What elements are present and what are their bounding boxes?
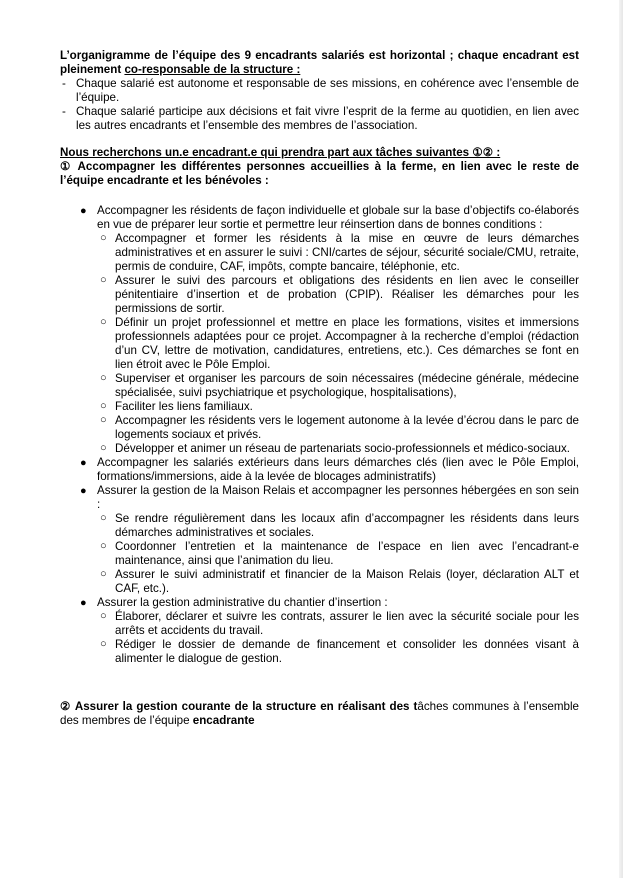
sub-item: ○ Assurer le suivi administratif et financier de la Maison Relais (loyer, déclaration ALT et CAF, etc.). — [100, 568, 579, 595]
intro-paragraph — [60, 49, 579, 77]
sub-item: ○ Rédiger le dossier de demande de financement et consolider les données visant à alimenter le dialogue de gestion. — [100, 638, 579, 665]
section2-paragraph: ② Assurer la gestion courante de la structure en réalisant des tâches communes à l’ensemble des membres de l’équipe encadrante — [60, 700, 579, 727]
mission-item: ● Accompagner les salariés extérieurs dans leurs démarches clés (lien avec le Pôle Emploi, formations/immersions, aide à la levée de blocages administratifs) — [80, 456, 579, 483]
circle-bullet-icon: ○ — [100, 414, 107, 426]
sub-item: ○ Superviser et organiser les parcours de soin nécessaires (médecine générale, médecine spécialisée, suivi psychiatrique et psychologique, hospitalisations), — [100, 372, 579, 399]
bullet-icon: ● — [80, 597, 87, 609]
circle-bullet-icon: ○ — [100, 512, 107, 524]
dash-item: - Chaque salarié est autonome et responsable de ses missions, en cohérence avec l’ensemble de l’équipe. — [60, 77, 579, 105]
recherche-subtitle: ① Accompagner les différentes personnes accueillies à la ferme, en lien avec le reste de l’équipe encadrante et les bénévoles : — [60, 160, 579, 187]
recherche-title: Nous recherchons un.e encadrant.e qui prendra part aux tâches suivantes ①② : — [60, 146, 501, 159]
circle-bullet-icon: ○ — [100, 568, 107, 580]
missions-list — [60, 204, 579, 666]
sub-item: ○ Se rendre régulièrement dans les locaux afin d’accompagner les résidents dans leurs démarches administratives et sociales. — [100, 512, 579, 539]
sub-item: ○ Accompagner et former les résidents à la mise en œuvre de leurs démarches administratives et en assurer le suivi : CNI/cartes de séjour, sécurité sociale/CMU, retraite, permis de conduire, CAF, impôts, compte bancaire, téléphonie, etc. — [100, 232, 579, 273]
circle-bullet-icon: ○ — [100, 274, 107, 286]
page-edge-shadow — [619, 0, 623, 878]
sub-item: ○ Coordonner l’entretien et la maintenance de l’espace en lien avec l’encadrant-e maintenance, ainsi que l’animation du lieu. — [100, 540, 579, 567]
sub-item: ○ Élaborer, déclarer et suivre les contrats, assurer le lien avec la sécurité sociale pour les arrêts et accidents du travail. — [100, 610, 579, 637]
circle-bullet-icon: ○ — [100, 400, 107, 412]
sub-list — [97, 232, 579, 456]
circle-bullet-icon: ○ — [100, 540, 107, 552]
mission-item: ● Assurer la gestion administrative du chantier d’insertion : ○ Élaborer, déclarer et suivre les contrats, assurer le lien avec la sécurité sociale pour les arrêts et accidents du travail. ○ Rédiger le dossier de demande de financement et consolider les données visant à alimenter le dialogue de gestion. — [80, 596, 579, 665]
sub-item: ○ Faciliter les liens familiaux. — [100, 400, 253, 413]
sub-list — [97, 610, 579, 666]
mission-item: ● Accompagner les résidents de façon individuelle et globale sur la base d’objectifs co-élaborés en vue de préparer leur sortie et permettre leur réinsertion dans de bonnes conditions : ○ Accompagner et former les résidents à la mise en œuvre de leurs démarches administratives et en assurer le suivi : CNI/cartes de séjour, sécurité sociale/CMU, retraite, permis de conduire, CAF, impôts, compte bancaire, téléphonie, etc. ○ Assurer le suivi des parcours et obligations des résidents en lien avec le conseiller pénitentiaire d’insertion et de probation (CPIP). Réaliser les démarches pour les permissions de sortir. ○ Définir un projet professionnel et mettre en place les formations, visites et immersions professionnels adaptées pour ce projet. Accompagner à la recherche d’emploi (rédaction d’un CV, lettre de motivation, candidatures, entretiens, etc.). Ces démarches se font en lien étroit avec le Pôle Emploi. ○ Superviser et organiser les parcours de soin nécessaires (médecine générale, médecine spécialisée, suivi psychiatrique et psychologique, hospitalisations), ○ Faciliter les liens familiaux. ○ Accompagner les résidents vers le logement autonome à la levée d’écrou dans le parc de logements sociaux et privés. ○ Développer et animer un réseau de partenariats socio-professionnels et médico-sociaux. — [80, 204, 579, 455]
circle-bullet-icon: ○ — [100, 610, 107, 622]
intro-underlined: co-responsable de la structure : — [124, 63, 301, 76]
sub-item: ○ Développer et animer un réseau de partenariats socio-professionnels et médico-sociaux. — [100, 442, 570, 455]
mission-item: ● Assurer la gestion de la Maison Relais et accompagner les personnes hébergées en son sein : ○ Se rendre régulièrement dans les locaux afin d’accompagner les résidents dans leurs démarches administratives et sociales. ○ Coordonner l’entretien et la maintenance de l’espace en lien avec l’encadrant-e maintenance, ainsi que l’animation du lieu. ○ Assurer le suivi administratif et financier de la Maison Relais (loyer, déclaration ALT et CAF, etc.). — [80, 484, 579, 595]
intro-dash-list — [60, 77, 579, 133]
sub-list — [97, 512, 579, 596]
circle-bullet-icon: ○ — [100, 372, 107, 384]
sub-item: ○ Accompagner les résidents vers le logement autonome à la levée d’écrou dans le parc de logements sociaux et privés. — [100, 414, 579, 441]
intro-line: L’organigramme de l’équipe des 9 encadrants salariés est horizontal ; chaque encadrant est pleinement — [60, 49, 579, 76]
bullet-icon: ● — [80, 457, 87, 469]
circle-bullet-icon: ○ — [100, 232, 107, 244]
circle-bullet-icon: ○ — [100, 442, 107, 454]
sub-item: ○ Définir un projet professionnel et mettre en place les formations, visites et immersions professionnels adaptées pour ce projet. Accompagner à la recherche d’emploi (rédaction d’un CV, lettre de motivation, candidatures, entretiens, etc.). Ces démarches se font en lien étroit avec le Pôle Emploi. — [100, 316, 579, 371]
sub-item: ○ Assurer le suivi des parcours et obligations des résidents en lien avec le conseiller pénitentiaire d’insertion et de probation (CPIP). Réaliser les démarches pour les permissions de sortir. — [100, 274, 579, 315]
bullet-icon: ● — [80, 485, 87, 497]
circle-bullet-icon: ○ — [100, 316, 107, 328]
circle-bullet-icon: ○ — [100, 638, 107, 650]
dash-item: - Chaque salarié participe aux décisions et fait vivre l’esprit de la ferme au quotidien, en lien avec les autres encadrants et l’ensemble des membres de l’association. — [60, 105, 579, 133]
bullet-icon: ● — [80, 205, 87, 217]
